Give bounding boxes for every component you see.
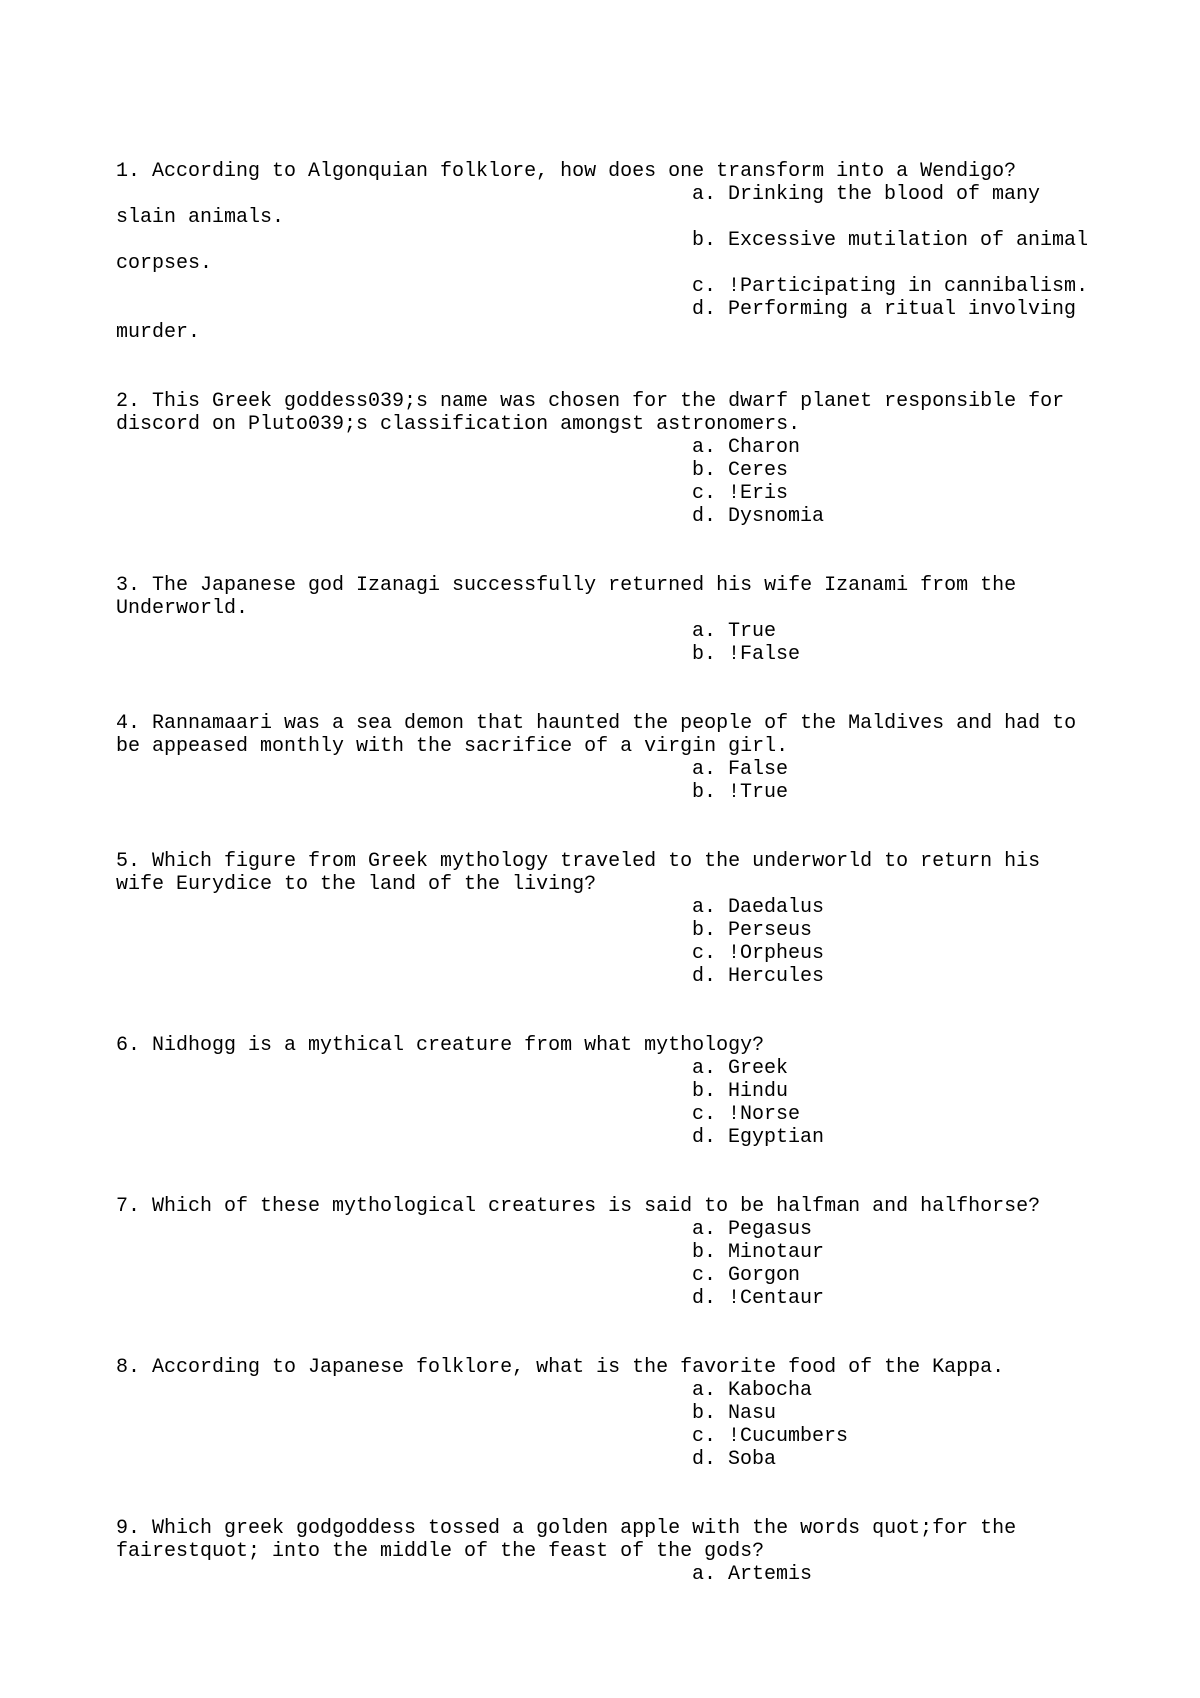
question-5-option-a: a. Daedalus [692, 896, 825, 919]
question-6-option-b: b. Hindu [692, 1080, 789, 1103]
question-2-option-d: d. Dysnomia [692, 505, 825, 528]
question-3-text: 3. The Japanese god Izanagi successfully returned his wife Izanami from the [116, 574, 1017, 597]
question-1-option-b-continued: corpses. [116, 252, 213, 275]
question-1-option-b: b. Excessive mutilation of animal [692, 229, 1089, 252]
question-9-text-continued: fairestquot; into the middle of the feast of the gods? [116, 1540, 765, 1563]
question-6-text: 6. Nidhogg is a mythical creature from what mythology? [116, 1034, 765, 1057]
question-5-option-b: b. Perseus [692, 919, 813, 942]
question-7-text: 7. Which of these mythological creatures is said to be halfman and halfhorse? [116, 1195, 1041, 1218]
question-8-option-d: d. Soba [692, 1448, 777, 1471]
question-2-text: 2. This Greek goddess039;s name was chosen for the dwarf planet responsible for [116, 390, 1065, 413]
question-9-text: 9. Which greek godgoddess tossed a golden apple with the words quot;for the [116, 1517, 1017, 1540]
question-1-option-d-continued: murder. [116, 321, 201, 344]
question-3-text-continued: Underworld. [116, 597, 249, 620]
question-2-option-a: a. Charon [692, 436, 801, 459]
question-1-option-c: c. !Participating in cannibalism. [692, 275, 1089, 298]
question-1-option-a: a. Drinking the blood of many [692, 183, 1041, 206]
question-1-text: 1. According to Algonquian folklore, how does one transform into a Wendigo? [116, 160, 1017, 183]
question-3-option-a: a. True [692, 620, 777, 643]
question-5-option-c: c. !Orpheus [692, 942, 825, 965]
question-8-option-c: c. !Cucumbers [692, 1425, 849, 1448]
question-1-option-d: d. Performing a ritual involving [692, 298, 1077, 321]
question-3-option-b: b. !False [692, 643, 801, 666]
question-4-option-a: a. False [692, 758, 789, 781]
question-7-option-a: a. Pegasus [692, 1218, 813, 1241]
question-2-text-continued: discord on Pluto039;s classification amongst astronomers. [116, 413, 801, 436]
question-5-text-continued: wife Eurydice to the land of the living? [116, 873, 597, 896]
question-2-option-c: c. !Eris [692, 482, 789, 505]
question-8-option-a: a. Kabocha [692, 1379, 813, 1402]
question-4-option-b: b. !True [692, 781, 789, 804]
question-5-text: 5. Which figure from Greek mythology traveled to the underworld to return his [116, 850, 1041, 873]
question-6-option-c: c. !Norse [692, 1103, 801, 1126]
question-7-option-b: b. Minotaur [692, 1241, 825, 1264]
question-7-option-d: d. !Centaur [692, 1287, 825, 1310]
question-4-text: 4. Rannamaari was a sea demon that haunted the people of the Maldives and had to [116, 712, 1077, 735]
question-9-option-a: a. Artemis [692, 1563, 813, 1586]
question-8-text: 8. According to Japanese folklore, what is the favorite food of the Kappa. [116, 1356, 1005, 1379]
question-6-option-a: a. Greek [692, 1057, 789, 1080]
question-8-option-b: b. Nasu [692, 1402, 777, 1425]
question-5-option-d: d. Hercules [692, 965, 825, 988]
question-7-option-c: c. Gorgon [692, 1264, 801, 1287]
question-6-option-d: d. Egyptian [692, 1126, 825, 1149]
question-4-text-continued: be appeased monthly with the sacrifice of a virgin girl. [116, 735, 789, 758]
question-1-option-a-continued: slain animals. [116, 206, 285, 229]
question-2-option-b: b. Ceres [692, 459, 789, 482]
